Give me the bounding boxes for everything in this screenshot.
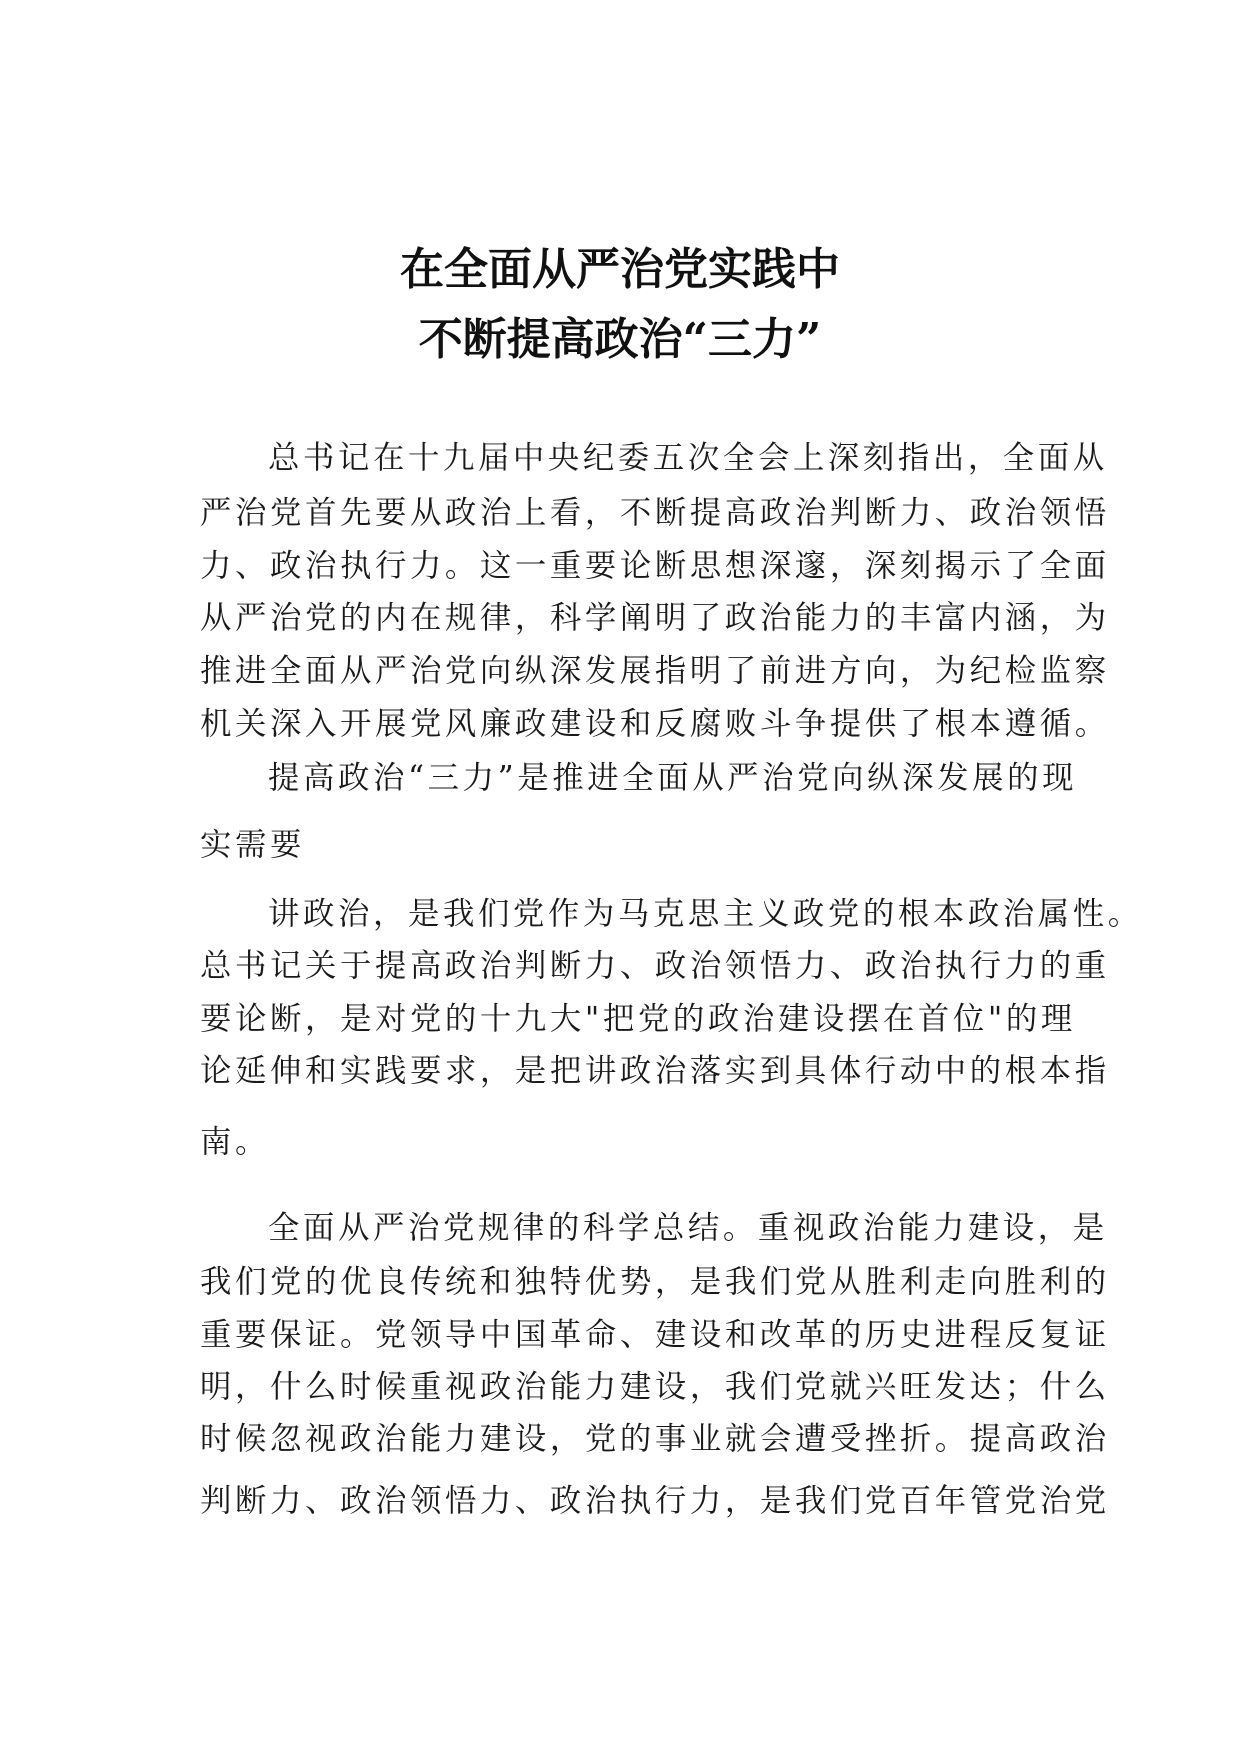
- body-line: 论延伸和实践要求，是把讲政治落实到具体行动中的根本指: [200, 1053, 1110, 1089]
- body-line: 总书记在十九届中央纪委五次全会上深刻指出，全面从: [268, 440, 1108, 476]
- body-line: 提高政治“三力”是推进全面从严治党向纵深发展的现: [268, 760, 1078, 796]
- body-line: 要论断，是对党的十九大"把党的政治建设摆在首位"的理: [200, 1001, 1076, 1037]
- body-line: 明，什么时候重视政治能力建设，我们党就兴旺发达；什么: [200, 1369, 1110, 1405]
- body-line: 南。: [200, 1124, 270, 1160]
- title-line-1: 在全面从严治党实践中: [400, 244, 840, 295]
- body-line: 从严治党的内在规律，科学阐明了政治能力的丰富内涵，为: [200, 600, 1110, 636]
- document-title: [0, 235, 1240, 375]
- body-line: 全面从严治党规律的科学总结。重视政治能力建设，是: [268, 1210, 1108, 1246]
- body-line: 总书记关于提高政治判断力、政治领悟力、政治执行力的重: [200, 948, 1110, 984]
- body-line: 重要保证。党领导中国革命、建设和改革的历史进程反复证: [200, 1317, 1110, 1353]
- body-line: 时候忽视政治能力建设，党的事业就会遭受挫折。提高政治: [200, 1421, 1110, 1457]
- body-line: 判断力、政治领悟力、政治执行力，是我们党百年管党治党: [200, 1483, 1110, 1519]
- body-line: 机关深入开展党风廉政建设和反腐败斗争提供了根本遵循。: [200, 706, 1110, 742]
- title-line-2: 不断提高政治“三力”: [418, 314, 822, 365]
- body-line: 严治党首先要从政治上看，不断提高政治判断力、政治领悟: [200, 495, 1110, 531]
- body-line: 实需要: [200, 827, 305, 863]
- body-line: 力、政治执行力。这一重要论断思想深邃，深刻揭示了全面: [200, 548, 1110, 584]
- body-line: 推进全面从严治党向纵深发展指明了前进方向，为纪检监察: [200, 653, 1110, 689]
- body-line: 讲政治，是我们党作为马克思主义政党的根本政治属性。: [268, 896, 1143, 932]
- body-line: 我们党的优良传统和独特优势，是我们党从胜利走向胜利的: [200, 1264, 1110, 1300]
